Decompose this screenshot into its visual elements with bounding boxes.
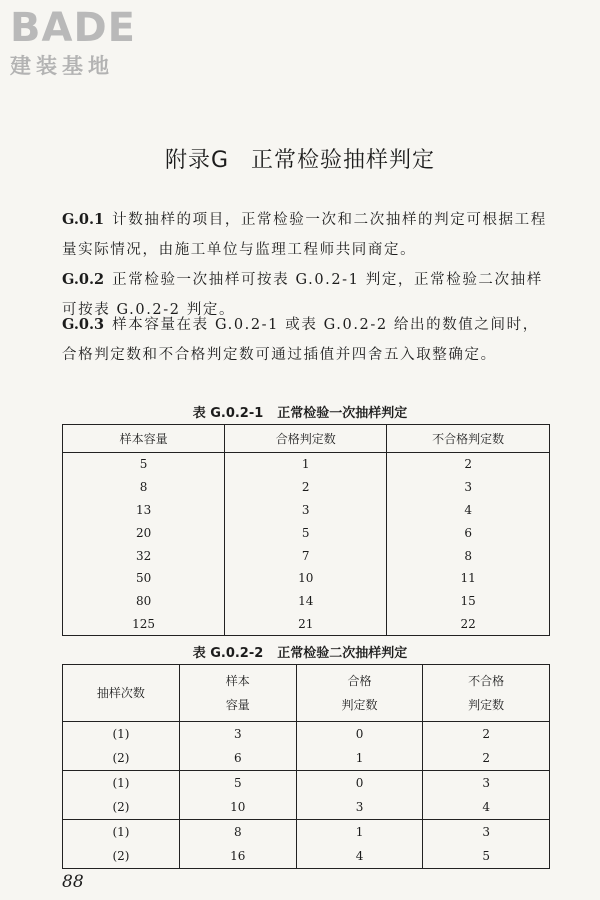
table-cell: 5 <box>139 457 148 472</box>
table-cell: 10 <box>225 567 387 590</box>
table-cell: 20 <box>135 525 152 540</box>
table-cell: 14 <box>225 590 387 613</box>
table-cell: 1 <box>225 453 387 476</box>
table-cell: 125 <box>132 616 156 631</box>
table-cell: 6 <box>179 746 296 771</box>
table-cell: 3 <box>296 795 423 820</box>
table-double-sampling <box>62 664 550 869</box>
table-row <box>63 820 550 845</box>
table-cell: 3 <box>423 771 550 796</box>
table-cell: (2) <box>63 746 180 771</box>
table-row <box>63 476 550 499</box>
clause-number: G.0.2 <box>62 271 105 288</box>
logo-subtitle: 建装基地 <box>10 54 114 78</box>
table1-caption-number: 表 G.0.2-1 <box>192 406 264 421</box>
table-cell: (1) <box>112 776 130 790</box>
table-cell: 4 <box>423 795 550 820</box>
table-cell: 4 <box>387 499 550 522</box>
table-row <box>63 613 550 636</box>
table-row <box>63 795 550 820</box>
table-row <box>63 453 550 476</box>
table-row <box>63 771 550 796</box>
table-row <box>63 746 550 771</box>
clause-g03 <box>62 310 552 370</box>
table-row <box>63 590 550 613</box>
table-row <box>63 567 550 590</box>
table-single-sampling <box>62 424 550 636</box>
table-cell: 0 <box>296 771 423 796</box>
column-header: 合格判定数 <box>225 425 387 453</box>
table-cell: 8 <box>179 820 296 845</box>
table-cell: 10 <box>179 795 296 820</box>
table-cell: 3 <box>387 476 550 499</box>
page-title <box>0 143 600 174</box>
table-cell: 3 <box>225 499 387 522</box>
table-cell: 8 <box>139 480 148 495</box>
column-header: 合格 判定数 <box>296 665 423 722</box>
table-header-row <box>63 665 550 722</box>
table-cell: 2 <box>387 453 550 476</box>
table-cell: 16 <box>179 844 296 869</box>
table-cell: 21 <box>225 613 387 636</box>
table-cell: 22 <box>387 613 550 636</box>
table2-caption-number: 表 G.0.2-2 <box>192 646 264 661</box>
column-header: 样本容量 <box>63 425 225 453</box>
table-cell: 1 <box>296 820 423 845</box>
clause-text: 计数抽样的项目，正常检验一次和二次抽样的判定可根据工程量实际情况，由施工单位与监理工程师共同商定。 <box>62 212 547 258</box>
clause-number: G.0.3 <box>62 316 105 333</box>
table2-caption <box>0 642 600 661</box>
table-header-row <box>63 425 550 453</box>
table-cell: (2) <box>112 849 130 863</box>
table-cell: 50 <box>135 571 152 586</box>
table-cell: 7 <box>225 544 387 567</box>
clause-g01 <box>62 205 552 265</box>
table-cell: (1) <box>112 825 130 839</box>
table-cell: 5 <box>423 844 550 869</box>
table-cell: 2 <box>423 746 550 771</box>
table-cell: 32 <box>135 548 152 563</box>
table1-caption <box>0 402 600 421</box>
page-number: 88 <box>62 872 84 892</box>
table-cell: 4 <box>296 844 423 869</box>
table2-caption-text: 正常检验二次抽样判定 <box>277 646 408 661</box>
table-row <box>63 844 550 869</box>
appendix-label: 附录G <box>164 148 230 173</box>
clause-text: 正常检验一次抽样可按表 G.0.2-1 判定，正常检验二次抽样可按表 G.0.2-2 判定。 <box>62 272 543 318</box>
table-cell: (2) <box>63 795 180 820</box>
table-row <box>63 544 550 567</box>
table-cell: 5 <box>225 521 387 544</box>
table-cell: 0 <box>296 722 423 747</box>
table-cell: 1 <box>296 746 423 771</box>
table-cell: 2 <box>225 476 387 499</box>
table-row <box>63 499 550 522</box>
table-cell: 11 <box>387 567 550 590</box>
logo-word: BADE <box>10 5 136 51</box>
column-header: 不合格判定数 <box>387 425 550 453</box>
table-cell: 13 <box>135 502 152 517</box>
column-header: 样本 容量 <box>179 665 296 722</box>
column-header: 抽样次数 <box>63 665 180 722</box>
clause-text: 样本容量在表 G.0.2-1 或表 G.0.2-2 给出的数值之间时，合格判定数和不合格判定数可通过插值并四舍五入取整确定。 <box>62 317 539 363</box>
table-row <box>63 521 550 544</box>
table-cell: 80 <box>135 594 152 609</box>
clause-number: G.0.1 <box>62 211 105 228</box>
table1-caption-text: 正常检验一次抽样判定 <box>277 406 408 421</box>
table-cell: 3 <box>423 820 550 845</box>
table-cell: 5 <box>179 771 296 796</box>
table-cell: 2 <box>423 722 550 747</box>
column-header: 不合格 判定数 <box>423 665 550 722</box>
table-cell: 15 <box>387 590 550 613</box>
table-cell: 8 <box>387 544 550 567</box>
appendix-title: 正常检验抽样判定 <box>251 148 436 173</box>
table-cell: 6 <box>387 521 550 544</box>
table-cell: (1) <box>112 727 130 741</box>
table-row <box>63 722 550 747</box>
logo <box>10 6 180 80</box>
table-cell: 3 <box>179 722 296 747</box>
